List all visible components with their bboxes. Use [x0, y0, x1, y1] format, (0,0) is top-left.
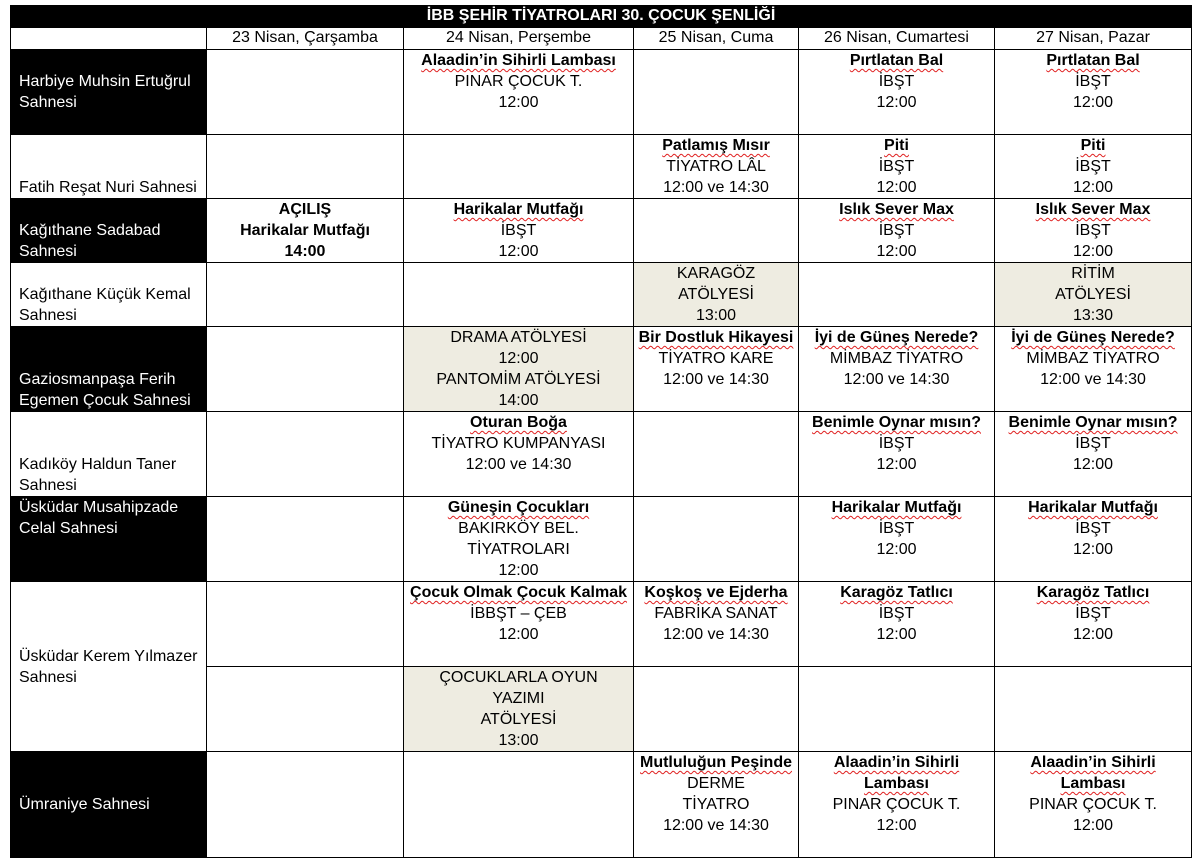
event-company: DERME — [687, 775, 745, 792]
cell-kucukkemal-27 — [995, 263, 1192, 327]
cell-fatih-25 — [634, 135, 799, 199]
event-company: BAKIRKÖY BEL. — [458, 520, 579, 537]
workshop-line: PANTOMİM ATÖLYESİ — [436, 371, 601, 388]
cell-umraniye-26 — [799, 752, 995, 858]
event-company: İBŞT — [878, 73, 915, 90]
cell-sadabad-26 — [799, 199, 995, 263]
day-header-24: 24 Nisan, Perşembe — [404, 28, 634, 50]
workshop-line: ATÖLYESİ — [678, 286, 754, 303]
workshop-line: ATÖLYESİ — [1055, 286, 1131, 303]
event-company: İBŞT — [1075, 605, 1111, 622]
event-title: İyi de Güneş Nerede? — [814, 329, 979, 346]
event-company: İBŞT — [1075, 73, 1111, 90]
event-time: 12:00 ve 14:30 — [465, 456, 572, 473]
cell-kerem-25 — [634, 582, 799, 667]
cell-kerem2-27 — [995, 667, 1192, 752]
event-title: Oturan Boğa — [470, 414, 567, 431]
cell-kerem2-24 — [404, 667, 634, 752]
cell-harbiye-25 — [634, 50, 799, 135]
cell-gop-23 — [207, 327, 404, 412]
workshop-line: KARAGÖZ — [676, 265, 756, 282]
event-company: PINAR ÇOCUK T. — [1029, 796, 1157, 813]
event-company: İBŞT — [1075, 435, 1111, 452]
cell-kerem2-26 — [799, 667, 995, 752]
event-company: PINAR ÇOCUK T. — [454, 73, 583, 90]
event-title: Pırtlatan Bal — [849, 52, 944, 69]
event-title: Alaadin’in Sihirli Lambası — [421, 52, 616, 69]
cell-kadikoy-23 — [207, 412, 404, 497]
event-company: TİYATRO — [682, 796, 750, 813]
event-time: 12:00 — [876, 541, 917, 558]
event-time: 12:00 — [1073, 243, 1114, 260]
cell-kerem-26 — [799, 582, 995, 667]
cell-umraniye-24 — [404, 752, 634, 858]
cell-kerem-23 — [207, 582, 404, 667]
event-title: Piti — [884, 137, 909, 154]
event-company: İBŞT — [878, 158, 915, 175]
event-company: İBBŞT – ÇEB — [470, 605, 567, 622]
event-title: Alaadin’in Sihirli Lambası — [1030, 754, 1156, 792]
venue-harbiye: Harbiye Muhsin Ertuğrul Sahnesi — [11, 50, 207, 135]
event-time: 12:00 — [498, 94, 539, 111]
event-company: İBŞT — [1075, 222, 1111, 239]
cell-gop-26 — [799, 327, 995, 412]
event-company: TİYATRO LÂL — [666, 158, 766, 175]
event-title: Islık Sever Max — [839, 201, 954, 218]
event-title: İyi de Güneş Nerede? — [1011, 329, 1175, 346]
cell-sadabad-25 — [634, 199, 799, 263]
workshop-line: YAZIMI — [492, 690, 545, 707]
workshop-line: RİTİM — [1071, 265, 1115, 282]
cell-sadabad-27 — [995, 199, 1192, 263]
event-title: Bir Dostluk Hikayesi — [638, 329, 794, 346]
event-time: 12:00 ve 14:30 — [663, 371, 769, 388]
event-time: 12:00 — [498, 243, 539, 260]
event-time: 12:00 ve 14:30 — [1040, 371, 1146, 388]
cell-umraniye-25 — [634, 752, 799, 858]
venue-kucuk-kemal: Kağıthane Küçük Kemal Sahnesi — [11, 263, 207, 327]
event-title: Harikalar Mutfağı — [453, 201, 584, 218]
event-title: Çocuk Olmak Çocuk Kalmak — [410, 584, 627, 601]
venue-musahipzade: Üsküdar Musahipzade Celal Sahnesi — [11, 497, 207, 582]
event-time: 12:00 — [498, 626, 539, 643]
event-company: İBŞT — [878, 222, 915, 239]
workshop-line: ATÖLYESİ — [480, 711, 557, 728]
workshop-line: ÇOCUKLARLA OYUN — [439, 669, 598, 686]
event-title: Koşkoş ve Ejderha — [644, 584, 788, 601]
cell-kucukkemal-24 — [404, 263, 634, 327]
event-time: 12:00 — [1073, 179, 1114, 196]
event-company: İBŞT — [878, 435, 915, 452]
event-time: 13:00 — [695, 307, 737, 324]
cell-sadabad-23 — [207, 199, 404, 263]
cell-kerem2-25 — [634, 667, 799, 752]
event-time: 12:00 ve 14:30 — [843, 371, 950, 388]
event-time: 12:00 ve 14:30 — [663, 626, 769, 643]
day-header-27: 27 Nisan, Pazar — [995, 28, 1192, 50]
event-company: İBŞT — [1075, 158, 1111, 175]
event-time: 12:00 — [876, 456, 917, 473]
cell-fatih-24 — [404, 135, 634, 199]
cell-fatih-27 — [995, 135, 1192, 199]
day-header-25: 25 Nisan, Cuma — [634, 28, 799, 50]
cell-harbiye-23 — [207, 50, 404, 135]
cell-kerem-27 — [995, 582, 1192, 667]
cell-harbiye-24 — [404, 50, 634, 135]
event-time: 13:30 — [1073, 307, 1114, 324]
event-time: 13:00 — [498, 732, 539, 749]
event-company: TİYATRO KUMPANYASI — [431, 435, 606, 452]
event-company: PINAR ÇOCUK T. — [832, 796, 961, 813]
event-title: Piti — [1080, 137, 1106, 154]
cell-kerem2-23 — [207, 667, 404, 752]
event-title: Alaadin’in Sihirli Lambası — [833, 754, 960, 792]
event-title: Güneşin Çocukları — [447, 499, 590, 516]
event-title: Harikalar Mutfağı — [1028, 499, 1158, 516]
event-time: 12:00 — [498, 562, 539, 579]
event-time: 12:00 — [876, 179, 917, 196]
event-title: Mutluluğun Peşinde — [640, 754, 792, 771]
cell-kerem-24 — [404, 582, 634, 667]
venue-kerem-yilmazer: Üsküdar Kerem Yılmazer Sahnesi — [11, 582, 207, 752]
event-time: 12:00 ve 14:30 — [663, 179, 769, 196]
cell-gop-25 — [634, 327, 799, 412]
opening-label: AÇILIŞ — [278, 201, 332, 218]
event-time: 12:00 — [1073, 456, 1114, 473]
event-time: 12:00 — [1073, 541, 1114, 558]
event-company: FABRİKA SANAT — [654, 605, 778, 622]
venue-sadabad: Kağıthane Sadabad Sahnesi — [11, 199, 207, 263]
venue-fatih: Fatih Reşat Nuri Sahnesi — [11, 135, 207, 199]
event-time: 12:00 — [876, 626, 917, 643]
cell-fatih-26 — [799, 135, 995, 199]
day-header-26: 26 Nisan, Cumartesi — [799, 28, 995, 50]
event-title: Patlamış Mısır — [662, 137, 770, 154]
event-company: TİYATRO KARE — [658, 350, 774, 367]
cell-umraniye-23 — [207, 752, 404, 858]
corner-cell — [11, 28, 207, 50]
event-time: 12:00 — [876, 94, 917, 111]
festival-schedule-table — [10, 5, 1192, 858]
event-company: MİMBAZ TİYATRO — [1026, 350, 1160, 367]
cell-harbiye-27 — [995, 50, 1192, 135]
cell-kucukkemal-25 — [634, 263, 799, 327]
workshop-line: DRAMA ATÖLYESİ — [450, 329, 587, 346]
event-title: Islık Sever Max — [1035, 201, 1151, 218]
cell-umraniye-27 — [995, 752, 1192, 858]
event-time: 12:00 ve 14:30 — [663, 817, 769, 834]
event-title: Benimle Oynar mısın? — [1008, 414, 1178, 431]
event-title: Harikalar Mutfağı — [240, 222, 370, 239]
cell-musahipzade-27 — [995, 497, 1192, 582]
event-time: 14:00 — [498, 392, 539, 409]
cell-kucukkemal-26 — [799, 263, 995, 327]
venue-umraniye: Ümraniye Sahnesi — [11, 752, 207, 858]
event-company: MİMBAZ TİYATRO — [829, 350, 964, 367]
cell-musahipzade-23 — [207, 497, 404, 582]
cell-kadikoy-25 — [634, 412, 799, 497]
event-time: 12:00 — [876, 243, 917, 260]
schedule-title: İBB ŞEHİR TİYATROLARI 30. ÇOCUK ŞENLİĞİ — [11, 6, 1192, 28]
event-title: Pırtlatan Bal — [1046, 52, 1140, 69]
event-title: Harikalar Mutfağı — [831, 499, 962, 516]
day-header-23: 23 Nisan, Çarşamba — [207, 28, 404, 50]
cell-musahipzade-24 — [404, 497, 634, 582]
cell-kadikoy-24 — [404, 412, 634, 497]
event-time: 12:00 — [498, 350, 539, 367]
cell-gop-24 — [404, 327, 634, 412]
event-company: İBŞT — [1075, 520, 1111, 537]
venue-kadikoy: Kadıköy Haldun Taner Sahnesi — [11, 412, 207, 497]
cell-fatih-23 — [207, 135, 404, 199]
event-title: Karagöz Tatlıcı — [1036, 584, 1150, 601]
cell-kadikoy-26 — [799, 412, 995, 497]
event-time: 12:00 — [876, 817, 917, 834]
event-company: İBŞT — [878, 520, 915, 537]
cell-musahipzade-26 — [799, 497, 995, 582]
cell-musahipzade-25 — [634, 497, 799, 582]
event-time: 12:00 — [1073, 94, 1114, 111]
cell-sadabad-24 — [404, 199, 634, 263]
cell-harbiye-26 — [799, 50, 995, 135]
event-time: 12:00 — [1073, 626, 1114, 643]
event-title: Karagöz Tatlıcı — [840, 584, 953, 601]
cell-gop-27 — [995, 327, 1192, 412]
event-company: TİYATROLARI — [467, 541, 570, 558]
venue-gaziosmanpasa: Gaziosmanpaşa Ferih Egemen Çocuk Sahnesi — [11, 327, 207, 412]
event-time: 12:00 — [1073, 817, 1114, 834]
event-company: İBŞT — [500, 222, 537, 239]
cell-kucukkemal-23 — [207, 263, 404, 327]
event-title: Benimle Oynar mısın? — [812, 414, 981, 431]
event-company: İBŞT — [878, 605, 915, 622]
event-time: 14:00 — [284, 243, 326, 260]
cell-kadikoy-27 — [995, 412, 1192, 497]
